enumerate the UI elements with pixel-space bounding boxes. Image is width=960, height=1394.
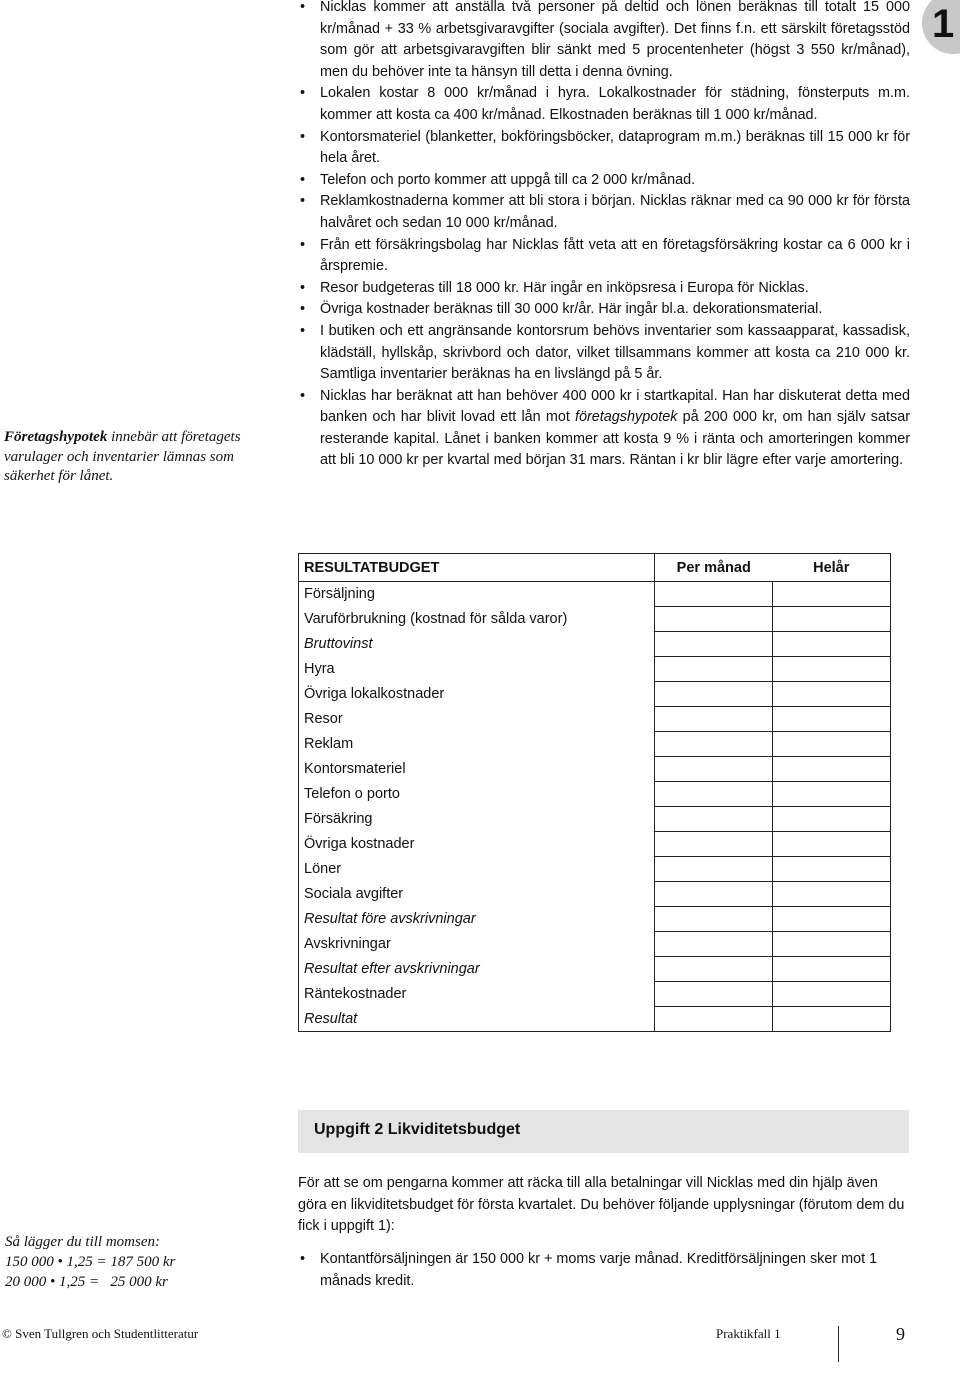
- task-list: [298, 1249, 910, 1292]
- cell-per-month[interactable]: [655, 907, 773, 932]
- page-number: 9: [896, 1324, 905, 1344]
- cell-full-year[interactable]: [773, 1007, 891, 1032]
- table-row: [299, 932, 891, 957]
- cell-full-year[interactable]: [773, 932, 891, 957]
- footer-divider: [838, 1326, 839, 1362]
- loan-text: Nicklas har beräknat att han behöver 400 000 kr i startkapital. Han har diskuterat detta med banken och har blivit lovad ett lån mot: [320, 387, 910, 426]
- table-row: [299, 657, 891, 682]
- cell-per-month[interactable]: [655, 707, 773, 732]
- chapter-tab: [922, 0, 960, 54]
- cell-per-month[interactable]: [655, 982, 773, 1007]
- row-label: Avskrivningar: [299, 932, 655, 957]
- table-row: [299, 1007, 891, 1032]
- cell-per-month[interactable]: [655, 932, 773, 957]
- row-label: Försäkring: [299, 807, 655, 832]
- list-item: • Från ett försäkringsbolag har Nicklas fått veta att en företagsförsäkring kostar ca 6 000 kr i årspremie.: [298, 235, 910, 278]
- cell-full-year[interactable]: [773, 607, 891, 632]
- row-label: Reklam: [299, 732, 655, 757]
- table-row: [299, 632, 891, 657]
- footer-copyright: © Sven Tullgren och Studentlitteratur: [2, 1326, 199, 1341]
- cell-full-year[interactable]: [773, 732, 891, 757]
- table-row: [299, 607, 891, 632]
- row-label: Övriga lokalkostnader: [299, 682, 655, 707]
- cell-full-year[interactable]: [773, 582, 891, 607]
- cell-full-year[interactable]: [773, 832, 891, 857]
- cell-per-month[interactable]: [655, 582, 773, 607]
- margin-note-hypotek: [4, 428, 259, 487]
- cell-full-year[interactable]: [773, 682, 891, 707]
- cell-full-year[interactable]: [773, 757, 891, 782]
- task-intro: För att se om pengarna kommer att räcka till alla betalningar vill Nicklas med din hjälp även göra en likviditetsbudget för första kvartalet. Du behöver följande upplysningar (förutom dem du fick i uppgift 1):: [298, 1175, 905, 1235]
- cell-per-month[interactable]: [655, 607, 773, 632]
- cell-per-month[interactable]: [655, 832, 773, 857]
- task-heading: Uppgift 2 Likviditetsbudget: [314, 1121, 521, 1138]
- income-budget-table: [298, 553, 891, 1032]
- assumption-list: [298, 0, 910, 472]
- row-label: Telefon o porto: [299, 782, 655, 807]
- cell-per-month[interactable]: [655, 632, 773, 657]
- row-label: Bruttovinst: [299, 632, 655, 657]
- table-row: [299, 832, 891, 857]
- vat-note-heading: Så lägger du till momsen:: [5, 1234, 160, 1250]
- row-label: Hyra: [299, 657, 655, 682]
- table-row: [299, 757, 891, 782]
- list-item: • Reklamkostnaderna kommer att bli stora i början. Nicklas räknar med ca 90 000 kr för första halvåret och sedan 10 000 kr/månad.: [298, 191, 910, 234]
- cell-full-year[interactable]: [773, 982, 891, 1007]
- row-label: Resultat efter avskrivningar: [299, 957, 655, 982]
- cell-per-month[interactable]: [655, 857, 773, 882]
- table-row: [299, 707, 891, 732]
- cell-full-year[interactable]: [773, 857, 891, 882]
- column-header-month: Per månad: [655, 554, 773, 582]
- table-row: [299, 582, 891, 607]
- table-title: RESULTATBUDGET: [299, 554, 655, 582]
- cell-full-year[interactable]: [773, 957, 891, 982]
- cell-per-month[interactable]: [655, 757, 773, 782]
- cell-full-year[interactable]: [773, 907, 891, 932]
- column-header-year: Helår: [773, 554, 891, 582]
- row-label: Sociala avgifter: [299, 882, 655, 907]
- row-label: Löner: [299, 857, 655, 882]
- list-item: • Övriga kostnader beräknas till 30 000 kr/år. Här ingår bl.a. dekorationsmaterial.: [298, 299, 910, 321]
- list-item: • Kontorsmateriel (blanketter, bokföringsböcker, dataprogram m.m.) beräknas till 15 000 kr för hela året.: [298, 127, 910, 170]
- cell-per-month[interactable]: [655, 682, 773, 707]
- margin-note-text: innebär att företagets varulager och inventarier lämnas som säkerhet för lånet.: [4, 429, 241, 485]
- cell-per-month[interactable]: [655, 657, 773, 682]
- cell-per-month[interactable]: [655, 957, 773, 982]
- row-label: Resor: [299, 707, 655, 732]
- cell-full-year[interactable]: [773, 657, 891, 682]
- cell-per-month[interactable]: [655, 882, 773, 907]
- cell-full-year[interactable]: [773, 807, 891, 832]
- cell-per-month[interactable]: [655, 807, 773, 832]
- cell-full-year[interactable]: [773, 882, 891, 907]
- row-label: Resultat: [299, 1007, 655, 1032]
- row-label: Varuförbrukning (kostnad för sålda varor): [299, 607, 655, 632]
- footer-section: Praktikfall 1: [716, 1326, 781, 1341]
- list-item-loan: [298, 386, 910, 472]
- table-row: [299, 882, 891, 907]
- cell-full-year[interactable]: [773, 632, 891, 657]
- row-label: Räntekostnader: [299, 982, 655, 1007]
- vat-note-line: 20 000 • 1,25 = 25 000 kr: [5, 1274, 168, 1290]
- table-row: [299, 732, 891, 757]
- cell-per-month[interactable]: [655, 1007, 773, 1032]
- row-label: Kontorsmateriel: [299, 757, 655, 782]
- chapter-number: 1: [932, 2, 955, 46]
- list-item: • Nicklas kommer att anställa två personer på deltid och lönen beräknas till totalt 15 000 kr/månad + 33 % arbetsgivaravgifter (sociala avgifter). Det finns f.n. ett särskilt företagsstöd som gör att arbetsgivaravgiften blir sänkt med 5 procentenheter (högst 3 550 kr/månad), men du behöver inte ta hänsyn till detta i denna övning.: [298, 0, 910, 83]
- margin-note-vat: [5, 1232, 255, 1292]
- list-item: • Telefon och porto kommer att uppgå till ca 2 000 kr/månad.: [298, 170, 910, 192]
- list-item: • I butiken och ett angränsande kontorsrum behövs inventarier som kassaapparat, kassadisk, klädställ, hyllskåp, skrivbord och dator, vilket tillsammans kommer att kosta ca 210 000 kr. Samtliga inventarier beräknas ha en livslängd på 5 år.: [298, 321, 910, 386]
- loan-term: företagshypotek: [575, 409, 678, 426]
- row-label: Övriga kostnader: [299, 832, 655, 857]
- margin-note-term: Företagshypotek: [4, 429, 108, 445]
- table-row: [299, 682, 891, 707]
- row-label: Försäljning: [299, 582, 655, 607]
- vat-note-line: 150 000 • 1,25 = 187 500 kr: [5, 1254, 176, 1270]
- cell-per-month[interactable]: [655, 782, 773, 807]
- table-row: [299, 857, 891, 882]
- cell-full-year[interactable]: [773, 707, 891, 732]
- table-row: [299, 782, 891, 807]
- table-row: [299, 982, 891, 1007]
- list-item: • Kontantförsäljningen är 150 000 kr + moms varje månad. Kreditförsäljningen sker mot 1 månads kredit.: [298, 1249, 910, 1292]
- table-row: [299, 957, 891, 982]
- table-body: [299, 582, 891, 1032]
- table-row: [299, 807, 891, 832]
- list-item: • Lokalen kostar 8 000 kr/månad i hyra. Lokalkostnader för städning, fönsterputs m.m. kommer att kosta ca 400 kr/månad. Elkostnaden beräknas till 1 000 kr/månad.: [298, 83, 910, 126]
- cell-full-year[interactable]: [773, 782, 891, 807]
- loan-text-end: på 200 000 kr, om han själv satsar resterande kapital. Lånet i banken kommer att kosta 9 % i ränta och amorteringen kommer att bli 10 000 kr per kvartal med början 31 mars. Räntan i kr blir lägre efter varje amortering.: [320, 409, 910, 469]
- table-row: [299, 907, 891, 932]
- row-label: Resultat före avskrivningar: [299, 907, 655, 932]
- task-heading-box: [298, 1110, 909, 1153]
- cell-per-month[interactable]: [655, 732, 773, 757]
- list-item: • Resor budgeteras till 18 000 kr. Här ingår en inköpsresa i Europa för Nicklas.: [298, 278, 910, 300]
